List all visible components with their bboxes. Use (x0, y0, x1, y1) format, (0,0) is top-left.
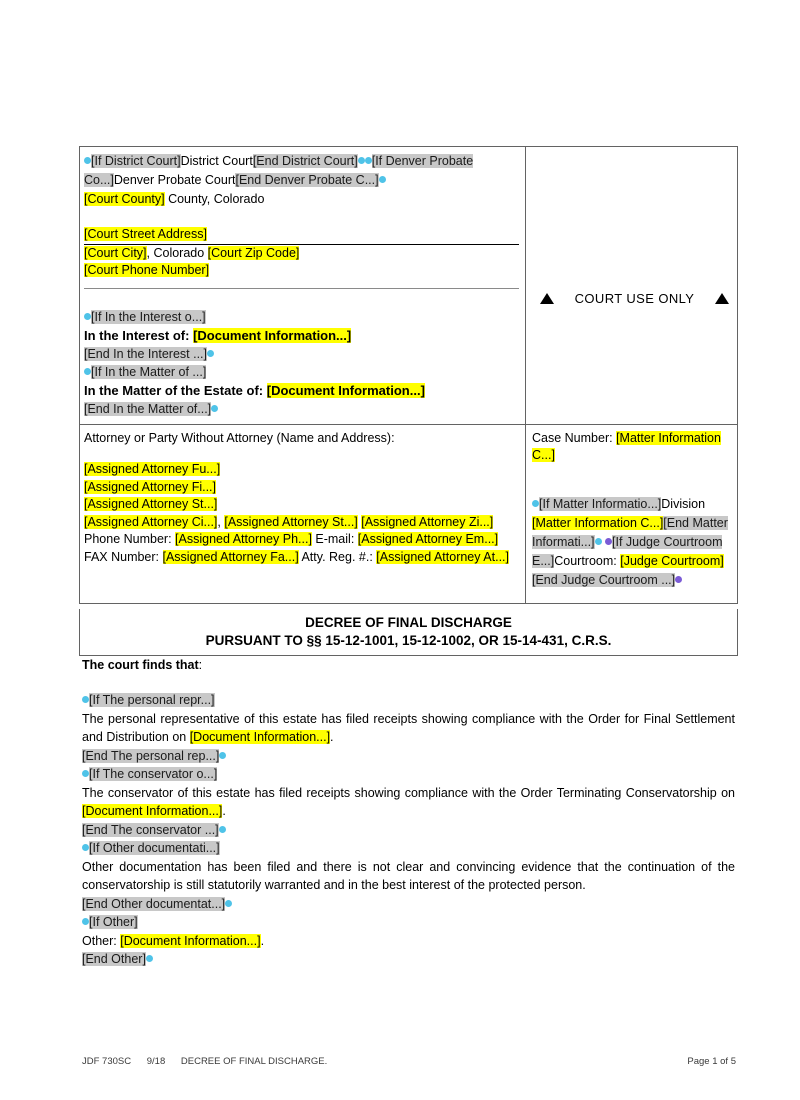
cyan-tag-marker-icon (84, 368, 91, 375)
attorney-cell (80, 425, 526, 603)
cyan-tag-marker-icon (225, 900, 232, 907)
caption-table (79, 146, 738, 604)
caption-bottom-row (80, 424, 737, 603)
merge-field: [Matter Information C...] (532, 431, 721, 462)
if-in-the-interest-tag (84, 308, 519, 326)
cyan-tag-marker-icon (219, 826, 226, 833)
attorney-street-line (84, 496, 519, 514)
conditional-tag: [End Denver Probate C...] (235, 173, 379, 187)
court-use-only-banner (526, 291, 737, 306)
court-info-cell (80, 147, 526, 424)
cyan-tag-marker-icon (532, 500, 539, 507)
merge-field: [Document Information...] (266, 383, 425, 398)
cyan-tag-marker-icon (379, 176, 386, 183)
case-number-line (532, 430, 731, 464)
merge-field: [Court Zip Code] (207, 246, 300, 260)
body-conditional-tag-line (82, 839, 735, 858)
merge-field: [Assigned Attorney St...] (224, 514, 358, 529)
merge-field: [Court Street Address] (84, 227, 207, 241)
cyan-tag-marker-icon (595, 538, 602, 545)
court-finds-colon: : (198, 658, 203, 672)
conditional-tag: [If Other] (89, 915, 138, 929)
court-phone-line (84, 262, 519, 279)
static-text: Other: (82, 933, 121, 948)
merge-field: [Court City] (84, 246, 147, 260)
triangle-right-icon (715, 293, 729, 304)
body-paragraph (82, 710, 735, 747)
end-in-the-interest-tag (84, 345, 519, 363)
merge-field: [Court County] (84, 192, 165, 206)
conditional-tag: [End Other] (82, 952, 146, 966)
cyan-tag-marker-icon (84, 157, 91, 164)
static-text: Phone Number: (84, 532, 176, 546)
body-conditional-tag-line (82, 895, 735, 914)
merge-field: [Assigned Attorney Fu...] (84, 462, 221, 476)
merge-field: [Assigned Attorney At...] (376, 549, 509, 564)
merge-field: [Document Information...] (193, 328, 352, 343)
static-text: The personal representative of this estate has filed receipts showing compliance with the Order for Final Settlement and Distribution on (82, 711, 735, 744)
case-number-cell (526, 425, 737, 603)
static-text: . (260, 933, 265, 948)
footer-left (82, 1056, 327, 1067)
conditional-tag: [End The personal rep...] (82, 748, 220, 763)
body-paragraph (82, 784, 735, 821)
static-text: Division (661, 497, 706, 511)
merge-field: [Assigned Attorney Zi...] (361, 514, 494, 529)
attorney-fax-reg-line (84, 549, 519, 567)
merge-field: [Assigned Attorney Ph...] (175, 532, 312, 546)
static-text: Atty. Reg. #.: (298, 549, 377, 564)
static-text: . (222, 804, 226, 818)
body-paragraph (82, 932, 735, 951)
page-footer (82, 1056, 736, 1067)
court-finds-text: The court finds that (82, 658, 199, 672)
merge-field: [Document Information...] (82, 804, 223, 818)
court-use-only-cell (526, 147, 737, 424)
court-type-line (84, 152, 519, 190)
cyan-tag-marker-icon (207, 350, 214, 357)
conditional-tag: [If Other documentati...] (89, 841, 220, 855)
division-courtroom-block (532, 495, 731, 590)
static-text: Denver Probate Court (113, 173, 236, 187)
attorney-phone-email-line (84, 531, 519, 549)
static-text: District Court (180, 154, 253, 168)
court-use-only-label: COURT USE ONLY (574, 291, 695, 306)
court-county-line (84, 190, 519, 209)
body-conditional-tag-line (82, 950, 735, 969)
conditional-tag: [If In the Matter of ...] (91, 365, 207, 379)
court-block-bottom-rule (84, 288, 519, 289)
end-in-the-matter-tag (84, 400, 519, 418)
conditional-tag: [If District Court] (91, 154, 181, 168)
caption-top-row (80, 147, 737, 424)
court-spacer (84, 209, 519, 226)
merge-field: [Assigned Attorney Fa...] (162, 549, 299, 564)
merge-field: [Assigned Attorney Em...] (357, 532, 499, 546)
cyan-tag-marker-icon (219, 752, 226, 759)
cyan-tag-marker-icon (365, 157, 372, 164)
conditional-tag: [If Denver Probate Co...] (84, 154, 474, 187)
static-text: In the Interest of: (84, 328, 194, 343)
footer-revision: 9/18 (146, 1056, 166, 1067)
document-title-line1: DECREE OF FINAL DISCHARGE (305, 615, 512, 630)
conditional-tag: [End In the Interest ...] (84, 347, 207, 361)
conditional-tag: [If The personal repr...] (89, 693, 215, 707)
cyan-tag-marker-icon (84, 313, 91, 320)
document-title-row (79, 609, 738, 656)
conditional-tag: [If Judge Courtroom E...] (532, 535, 723, 568)
in-the-matter-of-estate-line (84, 381, 519, 400)
static-text: , Colorado (146, 246, 208, 260)
conditional-tag: [If Matter Informatio...] (539, 497, 662, 511)
conditional-tag: [End The conservator ...] (82, 822, 219, 837)
conditional-tag: [End Other documentat...] (82, 896, 226, 911)
document-body (82, 658, 735, 969)
if-in-the-matter-tag (84, 363, 519, 381)
conditional-tag: [If In the Interest o...] (91, 310, 206, 324)
cyan-tag-marker-icon (146, 955, 153, 962)
body-paragraph (82, 858, 735, 895)
merge-field: [Court Phone Number] (84, 263, 210, 277)
body-conditional-tag-line (82, 765, 735, 784)
cyan-tag-marker-icon (82, 918, 89, 925)
attorney-heading: Attorney or Party Without Attorney (Name and Address): (84, 431, 395, 445)
cyan-tag-marker-icon (358, 157, 365, 164)
footer-form-id: JDF 730SC (82, 1056, 132, 1067)
attorney-spacer (84, 447, 519, 461)
body-conditional-tag-line (82, 913, 735, 932)
case-number-spacer (532, 464, 731, 495)
cyan-tag-marker-icon (82, 770, 89, 777)
attorney-first-name-line (84, 461, 519, 479)
cyan-tag-marker-icon (82, 844, 89, 851)
static-text: Courtroom: (554, 554, 621, 568)
cyan-tag-marker-icon (82, 696, 89, 703)
merge-field: [Document Information...] (120, 933, 261, 948)
conditional-tag: [End Matter Informati...] (532, 516, 728, 549)
court-city-line (84, 245, 519, 262)
static-text: , (217, 514, 225, 529)
party-interest-block (84, 308, 519, 418)
merge-field: [Matter Information C...] (532, 516, 664, 530)
footer-doc-name: DECREE OF FINAL DISCHARGE. (180, 1056, 328, 1067)
triangle-left-icon (540, 293, 554, 304)
static-text: FAX Number: (84, 549, 163, 564)
footer-page-number: Page 1 of 5 (687, 1056, 736, 1067)
attorney-city-state-zip-line (84, 514, 519, 532)
merge-field: [Assigned Attorney St...] (84, 497, 218, 511)
document-title-line2: PURSUANT TO §§ 15-12-1001, 15-12-1002, OR 15-14-431, C.R.S. (205, 633, 612, 648)
conditional-tag: [End In the Matter of...] (84, 402, 212, 416)
court-street-line (84, 226, 519, 243)
merge-field: [Assigned Attorney Ci...] (84, 514, 218, 529)
conditional-tag: [If The conservator o...] (89, 767, 218, 781)
static-text: Case Number: (532, 431, 617, 445)
attorney-firm-line (84, 479, 519, 497)
static-text: The conservator of this estate has filed receipts showing compliance with the Order Terminating Conservatorship on (82, 785, 735, 800)
court-finds-heading (82, 658, 735, 672)
cyan-tag-marker-icon (211, 405, 218, 412)
merge-field: [Document Information...] (189, 730, 331, 744)
conditional-tag: [End Judge Courtroom ...] (532, 573, 676, 587)
static-text: E-mail: (311, 532, 358, 546)
merge-field: [Judge Courtroom] (620, 554, 724, 568)
body-blocks-container (82, 691, 735, 969)
body-conditional-tag-line (82, 821, 735, 840)
merge-field: [Assigned Attorney Fi...] (84, 479, 217, 494)
conditional-tag: [End District Court] (252, 154, 358, 168)
static-text: Other documentation has been filed and there is not clear and convincing evidence that the continuation of the conservatorship is still statutorily warranted and in the best interest of the protected person. (82, 859, 735, 892)
static-text: In the Matter of the Estate of: (84, 383, 267, 398)
purple-tag-marker-icon (675, 576, 682, 583)
in-the-interest-of-line (84, 326, 519, 345)
static-text: County, Colorado (164, 192, 265, 206)
static-text: . (330, 730, 334, 744)
body-conditional-tag-line (82, 691, 735, 710)
body-conditional-tag-line (82, 747, 735, 766)
purple-tag-marker-icon (605, 538, 612, 545)
court-name-lines (84, 152, 519, 209)
